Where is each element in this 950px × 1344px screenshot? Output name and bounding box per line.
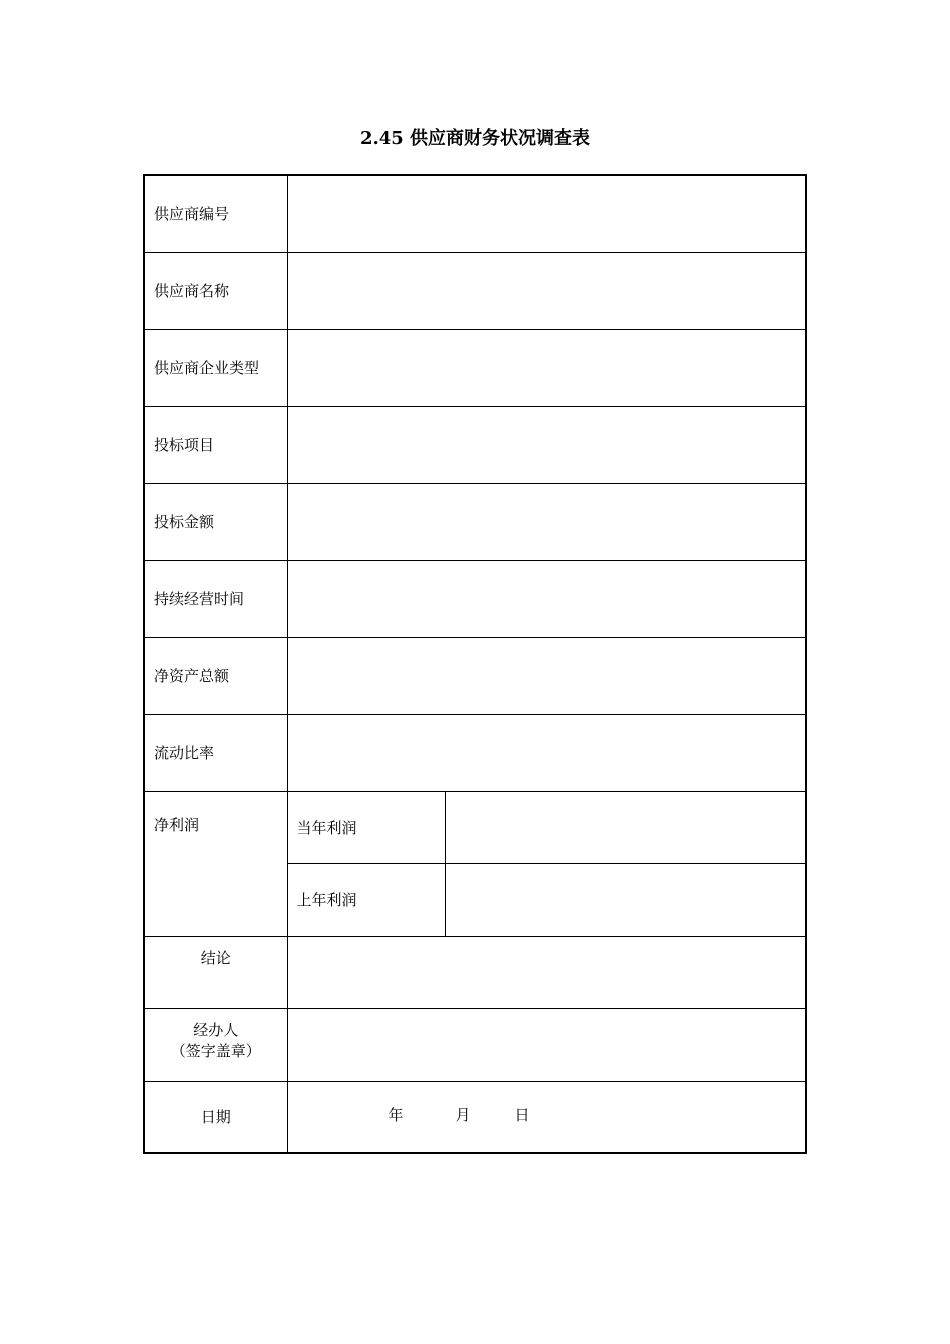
table-row xyxy=(144,252,806,329)
handler-sign-note: （签字盖章） xyxy=(170,1041,261,1060)
row-label-enterprise-type: 供应商企业类型 xyxy=(144,329,287,406)
row-label-bid-project: 投标项目 xyxy=(144,406,287,483)
conclusion-field[interactable] xyxy=(287,936,806,1008)
table-row xyxy=(144,637,806,714)
table-row xyxy=(144,936,806,1008)
table-row xyxy=(144,329,806,406)
table-row xyxy=(144,483,806,560)
date-day-label: 日 xyxy=(514,1105,530,1124)
supplier-id-field[interactable] xyxy=(287,175,806,252)
row-label-conclusion: 结论 xyxy=(144,936,287,1008)
date-month-label: 月 xyxy=(455,1105,471,1124)
date-field[interactable] xyxy=(287,1081,806,1153)
table-row xyxy=(144,406,806,483)
label-previous-year-profit: 上年利润 xyxy=(287,863,445,936)
row-label-date: 日期 xyxy=(144,1081,287,1153)
date-year-label: 年 xyxy=(388,1105,404,1124)
table-row xyxy=(144,791,806,863)
net-assets-field[interactable] xyxy=(287,637,806,714)
supplier-name-field[interactable] xyxy=(287,252,806,329)
table-row xyxy=(144,175,806,252)
row-label-operating-duration: 持续经营时间 xyxy=(144,560,287,637)
current-year-profit-field[interactable] xyxy=(445,791,806,863)
enterprise-type-field[interactable] xyxy=(287,329,806,406)
row-label-net-profit: 净利润 xyxy=(144,791,287,936)
row-label-bid-amount: 投标金额 xyxy=(144,483,287,560)
previous-year-profit-field[interactable] xyxy=(445,863,806,936)
handler-signature-field[interactable] xyxy=(287,1008,806,1081)
row-label-current-ratio: 流动比率 xyxy=(144,714,287,791)
table-row xyxy=(144,714,806,791)
label-current-year-profit: 当年利润 xyxy=(287,791,445,863)
row-label-supplier-name: 供应商名称 xyxy=(144,252,287,329)
row-label-net-assets: 净资产总额 xyxy=(144,637,287,714)
row-label-supplier-id: 供应商编号 xyxy=(144,175,287,252)
bid-project-field[interactable] xyxy=(287,406,806,483)
page-title: 2.45 供应商财务状况调查表 xyxy=(359,128,591,149)
table-row xyxy=(144,560,806,637)
operating-duration-field[interactable] xyxy=(287,560,806,637)
bid-amount-field[interactable] xyxy=(287,483,806,560)
row-label-handler xyxy=(144,1008,287,1081)
supplier-financial-table xyxy=(143,174,807,1154)
current-ratio-field[interactable] xyxy=(287,714,806,791)
table-row xyxy=(144,1008,806,1081)
table-row xyxy=(144,1081,806,1153)
handler-label: 经办人 xyxy=(193,1020,239,1039)
